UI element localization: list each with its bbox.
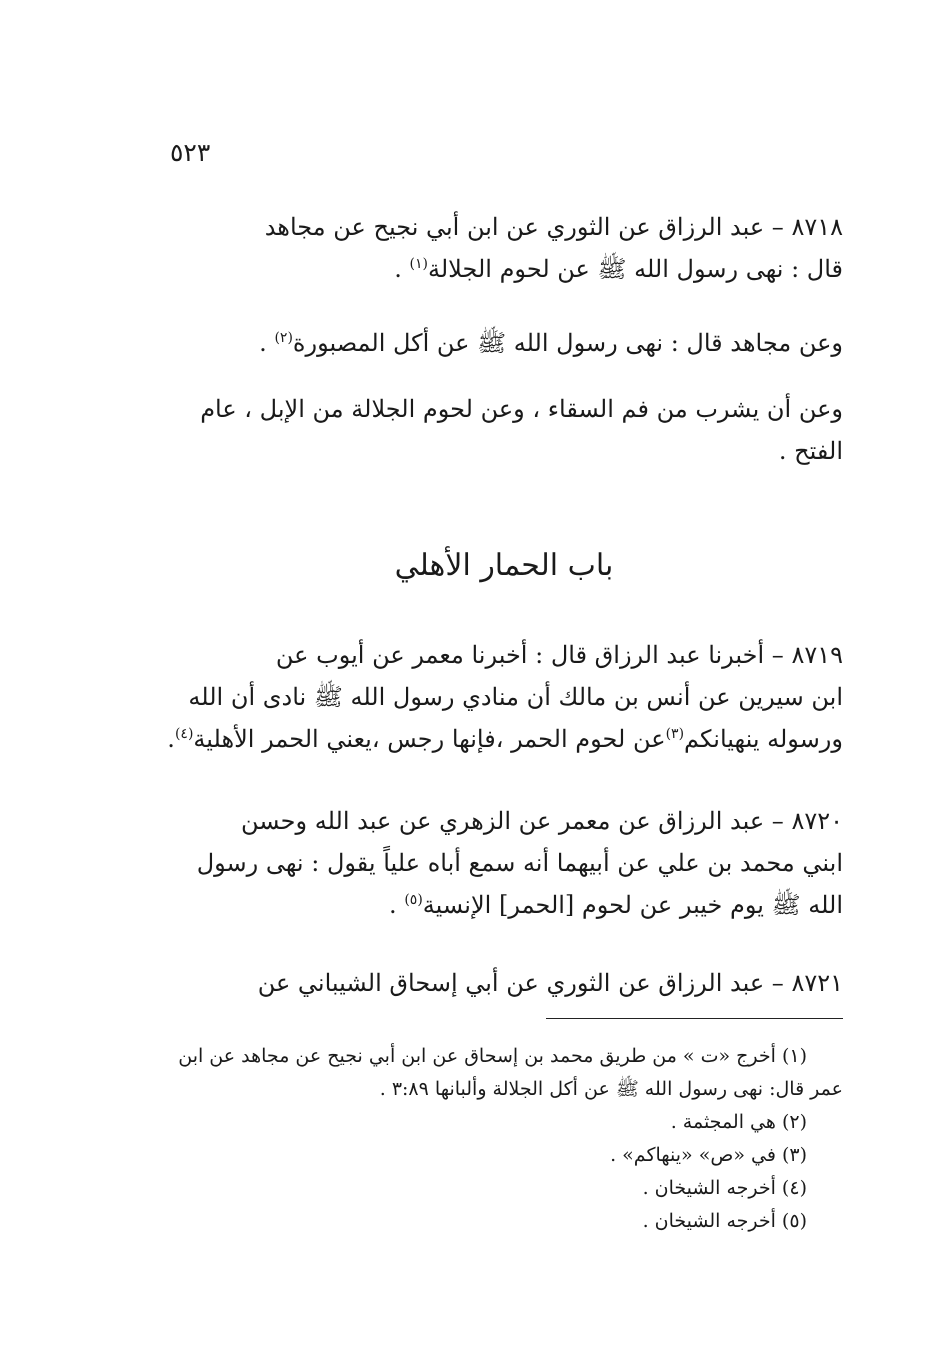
hadith-8720 bbox=[165, 800, 843, 926]
footnote-separator bbox=[546, 1018, 843, 1019]
page-number: ٥٢٣ bbox=[170, 138, 211, 167]
hadith-8719-line-2: ابن سيرين عن أنس بن مالك أن منادي رسول الله ﷺ نادى أن الله bbox=[188, 683, 843, 711]
footnote-1-line-1: (١) أخرج «ت » من طريق محمد بن إسحاق عن ابن أبي نجيح عن مجاهد عن ابن bbox=[178, 1045, 807, 1067]
footnote-4: (٤) أخرجه الشيخان . bbox=[642, 1177, 807, 1199]
footnote-ref-1: (١) bbox=[409, 256, 428, 272]
hadith-8718-line-1: ٨٧١٨ – عبد الرزاق عن الثوري عن ابن أبي نجيح عن مجاهد bbox=[264, 213, 843, 241]
mujahid-end: . bbox=[259, 329, 275, 357]
hadith-8719 bbox=[165, 634, 843, 760]
chapter-title: باب الحمار الأهلي bbox=[394, 548, 614, 583]
waterskin-line-2: الفتح . bbox=[778, 437, 843, 465]
hadith-8719-line-3-middle: عن لحوم الحمر ،فإنها رجس ،يعني الحمر الأهلية bbox=[193, 725, 666, 753]
hadith-8719-line-3-start: ورسوله ينهيانكم bbox=[684, 725, 843, 753]
footnote-ref-3: (٣) bbox=[665, 726, 685, 742]
hadith-8720-line-3-end: . bbox=[389, 891, 405, 919]
footnote-2: (٢) هي المجثمة . bbox=[670, 1111, 807, 1133]
footnote-ref-2: (٢) bbox=[274, 330, 293, 346]
hadith-8718-line-2-end: . bbox=[394, 255, 410, 283]
mujahid-text: وعن مجاهد قال : نهى رسول الله ﷺ عن أكل المصبورة bbox=[292, 329, 843, 357]
hadith-8718-line-2-text: قال : نهى رسول الله ﷺ عن لحوم الجلالة bbox=[427, 255, 843, 283]
hadith-8718 bbox=[165, 206, 843, 290]
footnote-ref-5: (٥) bbox=[404, 892, 423, 908]
mujahid-narration bbox=[165, 322, 843, 364]
footnote-3: (٣) في «ص» «ينهاكم» . bbox=[610, 1144, 807, 1166]
hadith-8719-line-3-end: . bbox=[167, 725, 175, 753]
waterskin-narration bbox=[165, 388, 843, 472]
hadith-8720-line-3 bbox=[165, 884, 843, 926]
hadith-8719-line-3 bbox=[165, 718, 843, 760]
hadith-8720-line-2: ابني محمد بن علي عن أبيهما أنه سمع أباه علياً يقول : نهى رسول bbox=[196, 849, 843, 877]
hadith-8721 bbox=[165, 962, 843, 1004]
mujahid-line bbox=[165, 322, 843, 364]
hadith-8720-line-3-text: الله ﷺ يوم خيبر عن لحوم [الحمر] الإنسية bbox=[422, 891, 843, 919]
waterskin-line-1: وعن أن يشرب من فم السقاء ، وعن لحوم الجلالة من الإبل ، عام bbox=[200, 395, 843, 423]
footnote-1-line-2: عمر قال: نهى رسول الله ﷺ عن أكل الجلالة وألبانها ٣:٨٩ . bbox=[379, 1078, 843, 1100]
hadith-8721-line-1: ٨٧٢١ – عبد الرزاق عن الثوري عن أبي إسحاق الشيباني عن bbox=[257, 969, 843, 997]
footnote-5: (٥) أخرجه الشيخان . bbox=[642, 1210, 807, 1232]
hadith-8720-line-1: ٨٧٢٠ – عبد الرزاق عن معمر عن الزهري عن عبد الله وحسن bbox=[240, 807, 843, 835]
footnotes bbox=[165, 1040, 843, 1238]
hadith-8719-line-1: ٨٧١٩ – أخبرنا عبد الرزاق قال : أخبرنا معمر عن أيوب عن bbox=[275, 641, 843, 669]
footnote-ref-4: (٤) bbox=[174, 726, 194, 742]
hadith-8718-line-2 bbox=[165, 248, 843, 290]
